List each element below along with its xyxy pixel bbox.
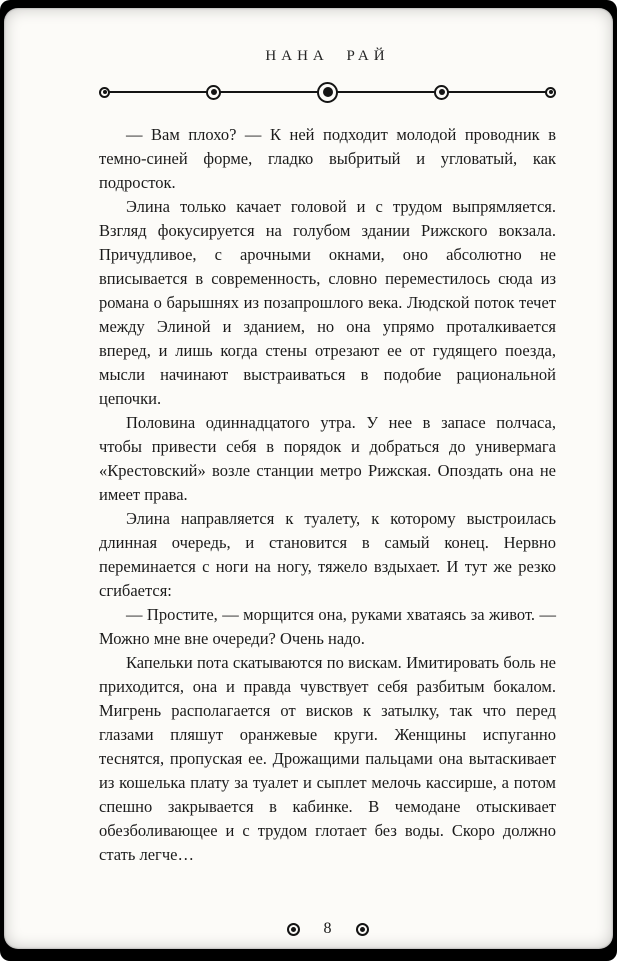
body-paragraph: Элина только качает головой и с трудом выпрямляется. Взгляд фокусируется на голубом здании Рижского вокзала. Причудливое, с арочными окнами, оно абсолютно не вписывается в современность, словно переместилось сюда из романа о барышнях из позапрошлого века. Людской поток течет между Элиной и зданием, но она упрямо проталкивается вперед, и лишь когда стены отрезают ее от гудящего поезда, мысли начинают выстраиваться в подобие рациональной цепочки. <box>99 197 556 408</box>
body-text-block <box>99 123 556 867</box>
bullseye-dot <box>211 89 217 95</box>
bullseye-icon <box>356 923 369 936</box>
body-paragraph: — Вам плохо? — К ней подходит молодой проводник в темно-синей форме, гладко выбритый и угловатый, как подросток. <box>99 125 556 192</box>
bullseye-icon <box>287 923 300 936</box>
running-header-author: НАНА РАЙ <box>265 48 390 64</box>
bullseye-dot <box>360 927 365 932</box>
chapter-divider-ornament <box>99 81 556 103</box>
bullseye-dot <box>291 927 296 932</box>
body-paragraph: Элина направляется к туалету, к которому выстроилась длинная очередь, и становится в самый конец. Нервно переминается с ноги на ногу, тяжело вздыхает. И тут же резко сгибается: <box>99 509 556 600</box>
bullseye-dot <box>103 90 107 94</box>
bullseye-icon <box>206 85 221 100</box>
bullseye-dot <box>549 90 553 94</box>
book-page <box>4 8 613 949</box>
bullseye-dot <box>323 87 333 97</box>
bullseye-icon <box>434 85 449 100</box>
bullseye-icon <box>99 87 110 98</box>
body-paragraph: Капельки пота скатываются по вискам. Имитировать боль не приходится, она и правда чувствует себя разбитым бокалом. Мигрень располагается от висков к затылку, так что перед глазами пляшут оранжевые круги. Женщины испуганно теснятся, пропуская ее. Дрожащими пальцами она вытаскивает из кошелька плату за туалет и сыплет мелочь кассирше, а потом спешно закрывается в кабинке. В чемодане отыскивает обезболивающее и с трудом глотает без воды. Скоро должно стать легче… <box>99 653 556 864</box>
body-paragraph: — Простите, — морщится она, руками хватаясь за живот. — Можно мне вне очереди? Очень надо. <box>99 605 556 648</box>
bullseye-icon <box>317 82 338 103</box>
bullseye-icon <box>545 87 556 98</box>
body-paragraph: Половина одиннадцатого утра. У нее в запасе полчаса, чтобы привести себя в порядок и добраться до универмага «Крестовский» возле станции метро Рижская. Опоздать она не имеет права. <box>99 413 556 504</box>
page-footer <box>99 920 556 938</box>
bullseye-dot <box>439 89 445 95</box>
page-number: 8 <box>323 920 332 937</box>
